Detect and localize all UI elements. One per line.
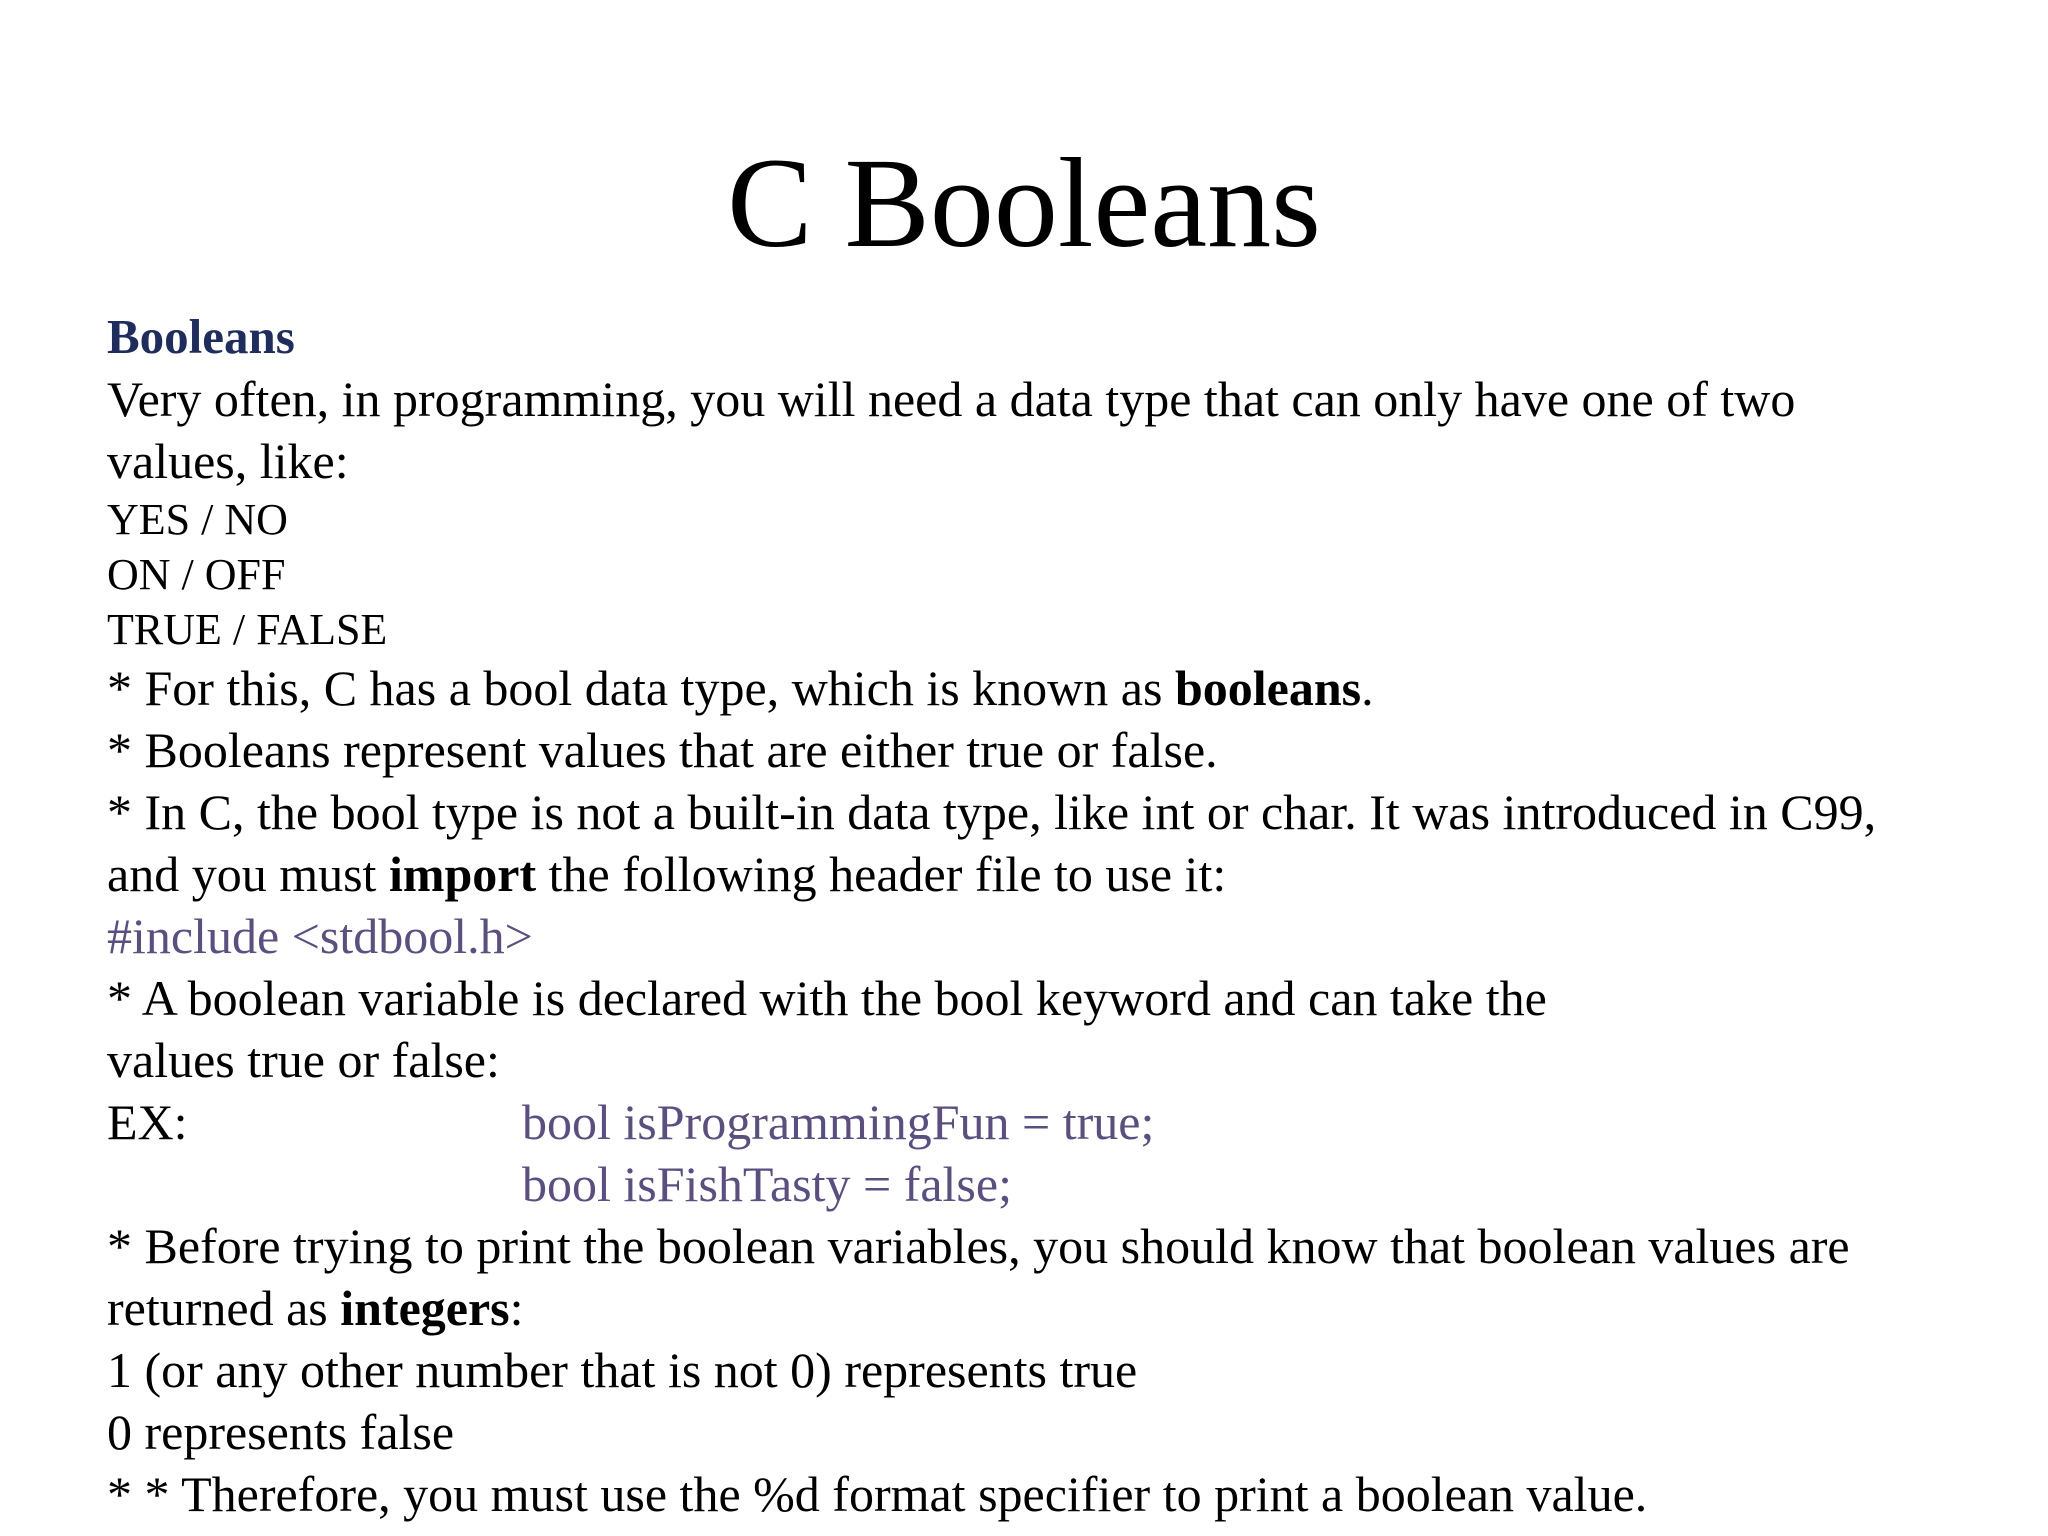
bullet-bool-type-end: . xyxy=(1361,660,1374,716)
bullet-represent: * Booleans represent values that are either true or false. xyxy=(107,722,1218,778)
bullet-c99-bold: import xyxy=(388,846,537,902)
code-line-1: bool isProgrammingFun = true; xyxy=(522,1094,1155,1150)
bullet-format-specifier: * * Therefore, you must use the %d format specifier to print a boolean value. xyxy=(107,1466,1648,1522)
include-line: #include <stdbool.h> xyxy=(107,908,533,964)
bullet-declare-line-2: values true or false: xyxy=(107,1032,500,1088)
rule-true: 1 (or any other number that is not 0) represents true xyxy=(107,1342,1138,1398)
bullet-c99-line-1: * In C, the bool type is not a built-in data type, like int or char. It was introduced in C99, xyxy=(107,784,1877,840)
intro-line-1: Very often, in programming, you will need a data type that can only have one of two xyxy=(107,371,1796,427)
section-heading: Booleans xyxy=(107,309,295,364)
bullet-c99-end: the following header file to use it: xyxy=(536,846,1227,902)
slide-title: C Booleans xyxy=(727,132,1321,274)
code-line-2: bool isFishTasty = false; xyxy=(522,1156,1012,1212)
slide-body xyxy=(107,306,2007,1525)
bullet-integers-line-1: * Before trying to print the boolean variables, you should know that boolean values are xyxy=(107,1218,1850,1274)
bullet-c99-text: and you must xyxy=(107,846,389,902)
bullet-bool-type-bold: booleans xyxy=(1174,660,1362,716)
pair-true-false: TRUE / FALSE xyxy=(107,605,388,654)
bullet-bool-type-text: * For this, C has a bool data type, which is known as xyxy=(107,660,1175,716)
bullet-integers-bold: integers xyxy=(340,1280,510,1336)
bullet-c99-line-2 xyxy=(107,843,2007,905)
example-row-1 xyxy=(107,1091,2007,1153)
example-row-2 xyxy=(107,1153,2007,1215)
intro-line-2: values, like: xyxy=(107,433,349,489)
bullet-integers-line-2 xyxy=(107,1277,2007,1339)
example-label: EX: xyxy=(107,1094,188,1150)
bullet-integers-text: returned as xyxy=(107,1280,341,1336)
pair-yes-no: YES / NO xyxy=(107,495,288,544)
rule-false: 0 represents false xyxy=(107,1404,455,1460)
pair-on-off: ON / OFF xyxy=(107,550,286,599)
bullet-integers-end: : xyxy=(509,1280,524,1336)
bullet-declare-line-1: * A boolean variable is declared with the bool keyword and can take the xyxy=(107,970,1547,1026)
bullet-bool-type xyxy=(107,657,2007,719)
